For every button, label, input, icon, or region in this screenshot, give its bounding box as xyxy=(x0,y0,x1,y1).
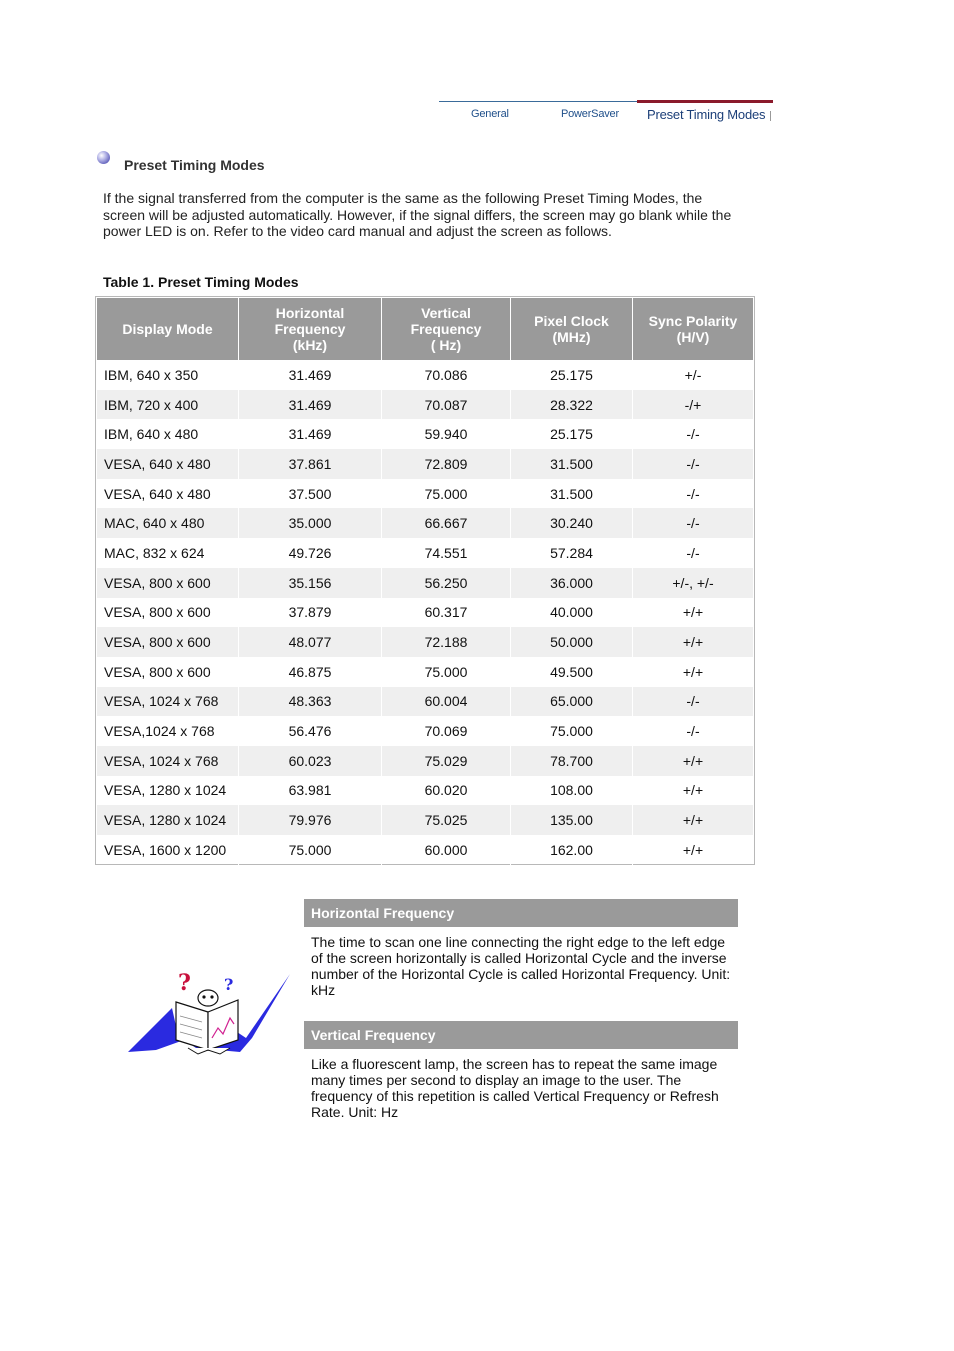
table-cell: 74.551 xyxy=(382,538,511,568)
table-cell: 37.500 xyxy=(239,479,382,509)
column-header: Pixel Clock (MHz) xyxy=(511,298,633,360)
table-cell: 78.700 xyxy=(511,746,633,776)
table-cell: +/-, +/- xyxy=(633,568,753,598)
table-cell: 28.322 xyxy=(511,390,633,420)
table-cell: 36.000 xyxy=(511,568,633,598)
table-cell: +/+ xyxy=(682,604,704,621)
table-cell: IBM, 640 x 350 xyxy=(97,360,239,390)
table-cell: 65.000 xyxy=(511,687,633,717)
table-cell: VESA, 640 x 480 xyxy=(97,479,239,509)
table-cell: -/- xyxy=(686,485,700,502)
table-cell: 70.086 xyxy=(382,360,511,390)
table-cell: 25.175 xyxy=(511,360,633,390)
table-cell: 31.469 xyxy=(239,419,382,449)
table-cell: 57.284 xyxy=(511,538,633,568)
tab-divider xyxy=(770,111,771,121)
table-row xyxy=(97,390,753,420)
column-header: Sync Polarity (H/V) xyxy=(633,298,753,360)
table-cell: 63.981 xyxy=(239,776,382,806)
table-row xyxy=(97,508,753,538)
table-header-row xyxy=(97,298,753,360)
table-cell: VESA, 800 x 600 xyxy=(97,598,239,628)
intro-paragraph: If the signal transferred from the computer is the same as the following Preset Timing Modes, the screen will be adjusted automatically. However, if the signal differs, the screen may go blank while the power LED is on. Refer to the video card manual and adjust the screen as follows. xyxy=(103,190,732,239)
table-cell: -/- xyxy=(633,508,753,538)
table-cell: 108.00 xyxy=(511,776,633,806)
table-cell: 70.087 xyxy=(382,390,511,420)
vertical-frequency-text: Like a fluorescent lamp, the screen has to repeat the same image many times per second to display an image to the user. The frequency of this repetition is called Vertical Frequency or Refresh Rate. Unit: Hz xyxy=(311,1056,719,1120)
table-cell: 75.000 xyxy=(511,716,633,746)
table-cell: 46.875 xyxy=(239,657,382,687)
table-cell: VESA, 1280 x 1024 xyxy=(97,805,239,835)
tab-rule xyxy=(439,101,637,102)
svg-text:?: ? xyxy=(178,970,191,996)
table-cell: -/+ xyxy=(633,390,753,420)
table-cell: 60.317 xyxy=(382,598,511,628)
table-cell: VESA, 800 x 600 xyxy=(97,627,239,657)
table-row xyxy=(97,835,753,865)
table-cell: 60.000 xyxy=(382,835,511,865)
tab-bar xyxy=(439,100,773,128)
table-cell: 60.023 xyxy=(239,746,382,776)
table-cell: IBM, 720 x 400 xyxy=(97,390,239,420)
timing-table xyxy=(95,296,755,865)
table-cell: +/- xyxy=(684,366,702,383)
table-cell: +/+ xyxy=(633,805,753,835)
table-cell: VESA,1024 x 768 xyxy=(97,716,239,746)
svg-text:?: ? xyxy=(224,975,234,994)
table-cell: 48.077 xyxy=(239,627,382,657)
table-cell: 56.476 xyxy=(239,716,382,746)
table-cell: 37.879 xyxy=(239,598,382,628)
column-header: Horizontal Frequency (kHz) xyxy=(239,298,382,360)
table-cell: 35.156 xyxy=(239,568,382,598)
table-cell: -/- xyxy=(686,544,700,561)
table-cell: VESA, 800 x 600 xyxy=(97,568,239,598)
table-cell: 72.809 xyxy=(382,449,511,479)
table-cell: 60.020 xyxy=(382,776,511,806)
vertical-frequency-heading: Vertical Frequency xyxy=(304,1021,738,1049)
table-cell: VESA, 1600 x 1200 xyxy=(97,835,239,865)
active-tab-rule xyxy=(637,100,773,103)
table-cell: 49.500 xyxy=(511,657,633,687)
table-cell: -/- xyxy=(686,723,700,740)
tab-general[interactable]: General xyxy=(471,108,509,120)
table-cell: 31.469 xyxy=(239,360,382,390)
table-cell: +/+ xyxy=(633,627,753,657)
tab-powersaver[interactable]: PowerSaver xyxy=(561,108,619,120)
table-cell: 56.250 xyxy=(382,568,511,598)
table-row xyxy=(97,568,753,598)
table-cell: 66.667 xyxy=(382,508,511,538)
table-cell: -/- xyxy=(633,687,753,717)
table-body xyxy=(97,360,753,865)
table-cell: VESA, 1024 x 768 xyxy=(97,687,239,717)
section-title: Preset Timing Modes xyxy=(124,157,265,173)
table-cell: 75.000 xyxy=(382,479,511,509)
table-cell: 31.500 xyxy=(511,449,633,479)
table-cell: VESA, 1280 x 1024 xyxy=(97,776,239,806)
table-row xyxy=(97,776,753,806)
table-cell: 40.000 xyxy=(511,598,633,628)
table-cell: 31.500 xyxy=(511,479,633,509)
table-row xyxy=(97,538,753,568)
table-row xyxy=(97,479,753,509)
table-cell: 72.188 xyxy=(382,627,511,657)
table-cell: VESA, 640 x 480 xyxy=(97,449,239,479)
table-cell: VESA, 1024 x 768 xyxy=(97,746,239,776)
table-cell: 75.000 xyxy=(239,835,382,865)
table-cell: 162.00 xyxy=(511,835,633,865)
table-cell: -/- xyxy=(633,449,753,479)
table-row xyxy=(97,360,753,390)
table-cell: +/+ xyxy=(682,782,704,799)
table-cell: 59.940 xyxy=(382,419,511,449)
table-cell: +/+ xyxy=(682,663,704,680)
table-row xyxy=(97,657,753,687)
horizontal-frequency-text: The time to scan one line connecting the right edge to the left edge of the screen horizontally is called Horizontal Cycle and the inverse number of the Horizontal Cycle is called Horizontal Frequency. Unit: kHz xyxy=(311,934,731,998)
table-cell: -/- xyxy=(686,426,700,443)
table-row xyxy=(97,627,753,657)
table-cell: IBM, 640 x 480 xyxy=(97,419,239,449)
table-cell: +/+ xyxy=(682,841,704,858)
tab-preset-timing-modes[interactable]: Preset Timing Modes xyxy=(647,107,766,122)
table-cell: 70.069 xyxy=(382,716,511,746)
table-row xyxy=(97,449,753,479)
table-cell: 75.025 xyxy=(382,805,511,835)
table-caption: Table 1. Preset Timing Modes xyxy=(103,274,299,290)
table-cell: VESA, 800 x 600 xyxy=(97,657,239,687)
table-row xyxy=(97,598,753,628)
table-cell: 37.861 xyxy=(239,449,382,479)
table-cell: 75.029 xyxy=(382,746,511,776)
table-row xyxy=(97,419,753,449)
table-cell: 35.000 xyxy=(239,508,382,538)
horizontal-frequency-heading: Horizontal Frequency xyxy=(304,899,738,927)
table-cell: 48.363 xyxy=(239,687,382,717)
table-cell: 135.00 xyxy=(511,805,633,835)
confused-reader-illustration xyxy=(126,968,292,1056)
table-row xyxy=(97,746,753,776)
table-cell: 60.004 xyxy=(382,687,511,717)
column-header: Display Mode xyxy=(97,298,239,360)
table-cell: MAC, 832 x 624 xyxy=(97,538,239,568)
table-cell: 31.469 xyxy=(239,390,382,420)
table-cell: 75.000 xyxy=(382,657,511,687)
table-cell: 49.726 xyxy=(239,538,382,568)
bullet-sphere-icon xyxy=(97,151,110,164)
table-cell: 50.000 xyxy=(511,627,633,657)
timing-table-grid xyxy=(97,298,753,865)
column-header: Vertical Frequency ( Hz) xyxy=(382,298,511,360)
table-row xyxy=(97,716,753,746)
table-row xyxy=(97,805,753,835)
table-cell: MAC, 640 x 480 xyxy=(97,508,239,538)
table-cell: 79.976 xyxy=(239,805,382,835)
table-cell: 30.240 xyxy=(511,508,633,538)
table-row xyxy=(97,687,753,717)
table-cell: +/+ xyxy=(633,746,753,776)
table-cell: 25.175 xyxy=(511,419,633,449)
